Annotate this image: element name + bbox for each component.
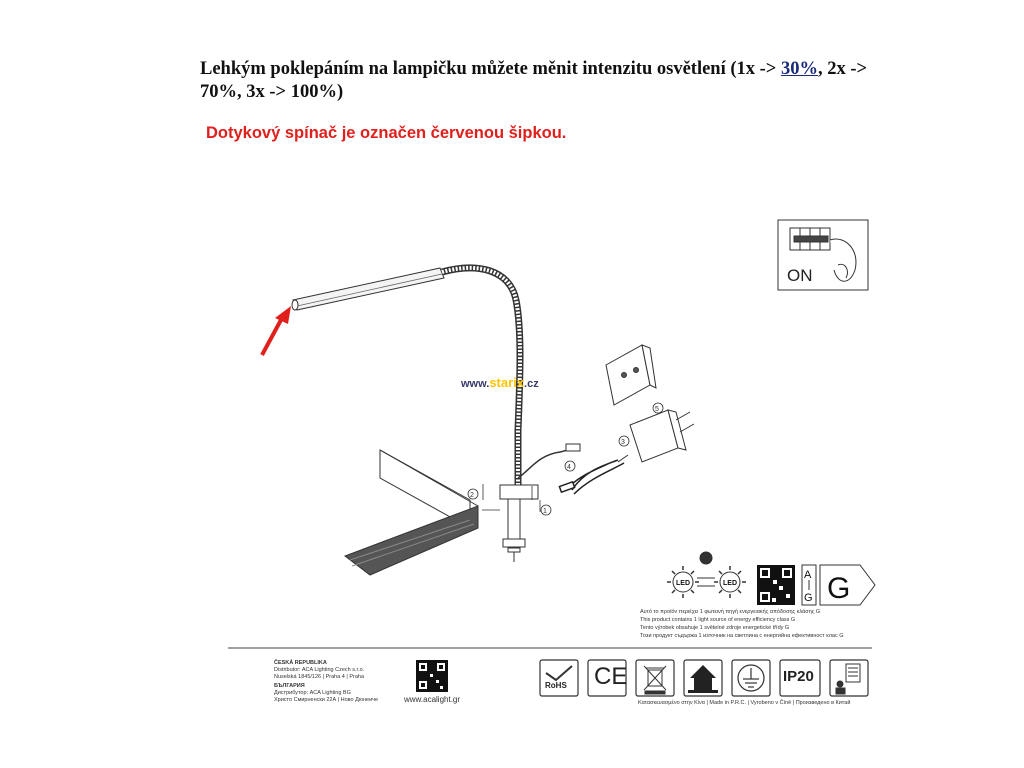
distributor-cz-title: ČESKÁ REPUBLIKA <box>274 660 327 666</box>
ce-mark: CE <box>594 663 628 690</box>
led-text-1: LED <box>676 580 690 587</box>
step-1: 1 <box>543 508 547 515</box>
energy-line-gr: Αυτό το προϊόν περιέχει 1 φωτεινή πηγή ενεργειακής απόδοσης κλάσης G <box>640 609 821 615</box>
instruction-line1: Lehkým poklepáním na lampičku můžete měnit intenzitu osvětlení (1x -> <box>200 59 781 79</box>
distributor-bg-line1: Дистрибутор: ACA Lighting BG <box>274 690 351 696</box>
step-markers <box>468 403 663 515</box>
distributor-bg-title: БЪЛГАРИЯ <box>274 683 305 689</box>
ip20-label: IP20 <box>783 668 814 685</box>
step-4: 4 <box>567 464 571 471</box>
lamp-head <box>292 268 444 310</box>
energy-class-a: A <box>804 569 812 581</box>
rohs-label: RoHS <box>545 681 567 690</box>
watermark-prefix: www. <box>461 378 490 390</box>
distributor-cz-line1: Distributor: ACA Lighting Czech s.r.o. <box>274 667 365 673</box>
table <box>345 450 478 575</box>
distributor-cz <box>274 660 364 681</box>
energy-line-cz: Tento výrobek obsahuje 1 světelné zdroje energetické třídy G <box>640 625 790 631</box>
step-2: 2 <box>470 492 474 499</box>
led-text-2: LED <box>723 580 737 587</box>
energy-class-g-small: G <box>804 592 813 604</box>
instruction-line1-end: , 2x -> <box>817 59 868 79</box>
energy-qr-code <box>757 565 795 605</box>
distributor-bg-line2: Христо Смирненски 22А | Ново Дюнеиче <box>274 697 379 703</box>
touch-switch-note: Dotykový spínač je označen červenou šipkou. <box>206 124 567 142</box>
on-label: ON <box>787 266 813 285</box>
made-in-text: Κατασκευασμένο στην Κίνα | Made in P.R.C. | Vyrobeno v Číně | Произведено в Китай <box>638 700 851 706</box>
energy-line-bg: Този продукт съдържа 1 източник на светлина с енергийна ефективност клас G <box>640 633 844 639</box>
step-5: 5 <box>655 406 659 413</box>
distributor-cz-line2: Nuselská 1845/126 | Praha 4 | Praha <box>274 674 364 680</box>
led-sun-icons <box>667 552 746 598</box>
step-3: 3 <box>621 439 625 446</box>
footer-qr-code <box>416 660 448 692</box>
watermark-suffix: .cz <box>524 378 539 390</box>
footer-url: www.acalight.gr <box>404 695 461 704</box>
connector <box>566 444 580 451</box>
distributor-bg <box>274 683 378 704</box>
watermark <box>461 375 539 390</box>
cable <box>518 448 570 478</box>
red-arrow-icon <box>262 306 291 355</box>
energy-line-en: This product contains 1 light source of energy efficiency class G <box>640 617 796 623</box>
wall-box <box>606 345 656 405</box>
power-adapter <box>618 410 694 462</box>
energy-class-badge: G <box>827 572 851 605</box>
instruction-line2: 70%, 3x -> 100%) <box>200 82 344 102</box>
intensity-highlight: 30% <box>780 59 818 79</box>
watermark-brand: starix <box>489 375 525 390</box>
